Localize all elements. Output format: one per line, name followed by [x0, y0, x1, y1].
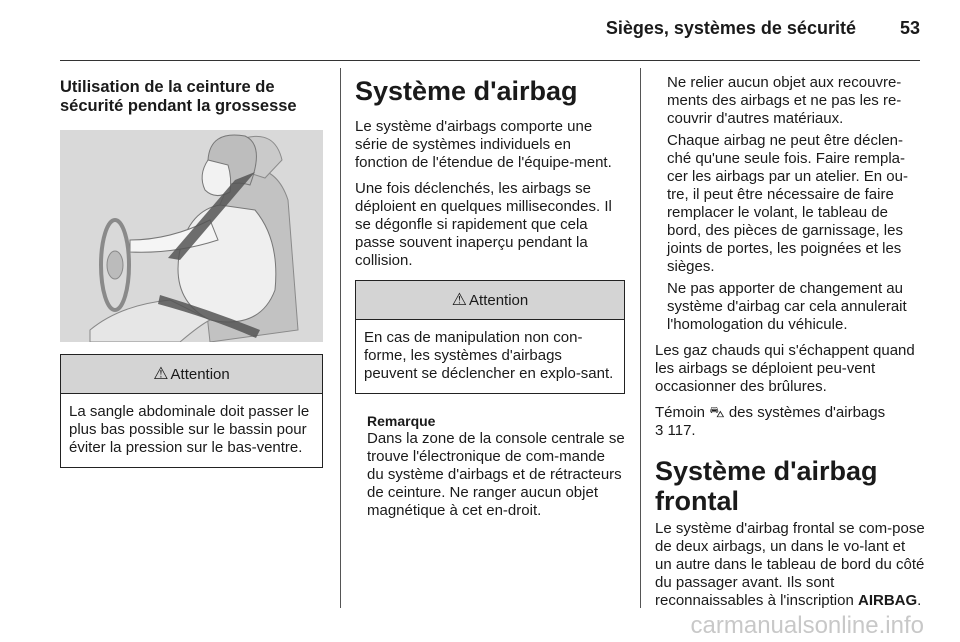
- page-number: 53: [899, 18, 920, 38]
- warning-box: [355, 280, 625, 394]
- paragraph: Le système d'airbags comporte une série de systèmes individuels en fonction de l'étendue de l'équipe-ment.: [355, 118, 612, 171]
- section-title: Système d'airbag: [355, 76, 578, 106]
- warning-triangle-icon: ⚠: [153, 364, 169, 383]
- warning-box: [60, 354, 323, 468]
- section-title: Système d'airbag frontal: [655, 456, 878, 516]
- warning-header: [356, 281, 624, 320]
- page-title: Sièges, systèmes de sécurité: [605, 18, 856, 38]
- warning-title: Attention: [170, 366, 230, 383]
- paragraph: Une fois déclenchés, les airbags se déploient en quelques millisecondes. Il se dégonfle si rapidement que cela passe souvent inaperçu pendant la collision.: [355, 180, 612, 269]
- column-divider: [340, 68, 341, 608]
- warning-title: Attention: [469, 292, 529, 309]
- watermark: carmanualsonline.info: [690, 612, 924, 639]
- paragraph: Le système d'airbag frontal se com-pose de deux airbags, un dans le vo-lant et un autre dans le tableau de bord du côté du passager avant. Ils sont reconnaissables à l'inscription AIRBAG.: [655, 520, 925, 609]
- paragraph: Témoin ⛍ des systèmes d'airbags 3 117.: [655, 404, 886, 439]
- page-reference-link[interactable]: 3 117.: [655, 422, 696, 439]
- warning-triangle-icon: ⚠: [451, 290, 468, 309]
- pregnant-driver-seatbelt-illustration: [60, 130, 323, 342]
- header-divider: [60, 60, 920, 61]
- column-divider: [640, 68, 641, 608]
- column-1: [60, 68, 323, 468]
- paragraph: Chaque airbag ne peut être déclen-ché qu'une seule fois. Faire rempla-cer les airbags par un atelier. En ou-tre, il peut être nécessaire de faire remplacer le volant, le tableau de bord, des pièces de garnissage, les joints de portes, les poignées et les sièges.: [667, 132, 908, 275]
- warning-text: En cas de manipulation non con-forme, les systèmes d'airbags peuvent se déclencher en explo-sant.: [364, 329, 614, 382]
- remark-text: Dans la zone de la console centrale se trouve l'électronique de com-mande du système d'airbags et de rétracteurs de ceinture. Ne ranger aucun objet magnétique à cet en-droit.: [367, 430, 625, 519]
- section-heading: Utilisation de la ceinture de sécurité pendant la grossesse: [60, 78, 297, 115]
- airbag-seat-icon: ⛍: [709, 404, 725, 421]
- column-3: [655, 68, 925, 610]
- page-header: [606, 18, 920, 39]
- paragraph: Ne pas apporter de changement au système d'airbag car cela annulerait l'homologation du véhicule.: [667, 280, 907, 333]
- warning-text: La sangle abdominale doit passer le plus bas possible sur le bassin pour éviter la pression sur le bas-ventre.: [69, 403, 310, 456]
- illustration-svg: [60, 130, 323, 342]
- paragraph: Les gaz chauds qui s'échappent quand les airbags se déploient peu-vent occasionner des brûlures.: [655, 342, 915, 395]
- airbag-label: AIRBAG: [857, 592, 918, 609]
- paragraph: Ne relier aucun objet aux recouvre-ments des airbags et ne pas les re-couvrir d'autres matériaux.: [667, 74, 902, 127]
- warning-header: [61, 355, 322, 394]
- column-2: [355, 68, 625, 520]
- remark-title: Remarque: [367, 413, 436, 429]
- remark-note: [367, 412, 625, 520]
